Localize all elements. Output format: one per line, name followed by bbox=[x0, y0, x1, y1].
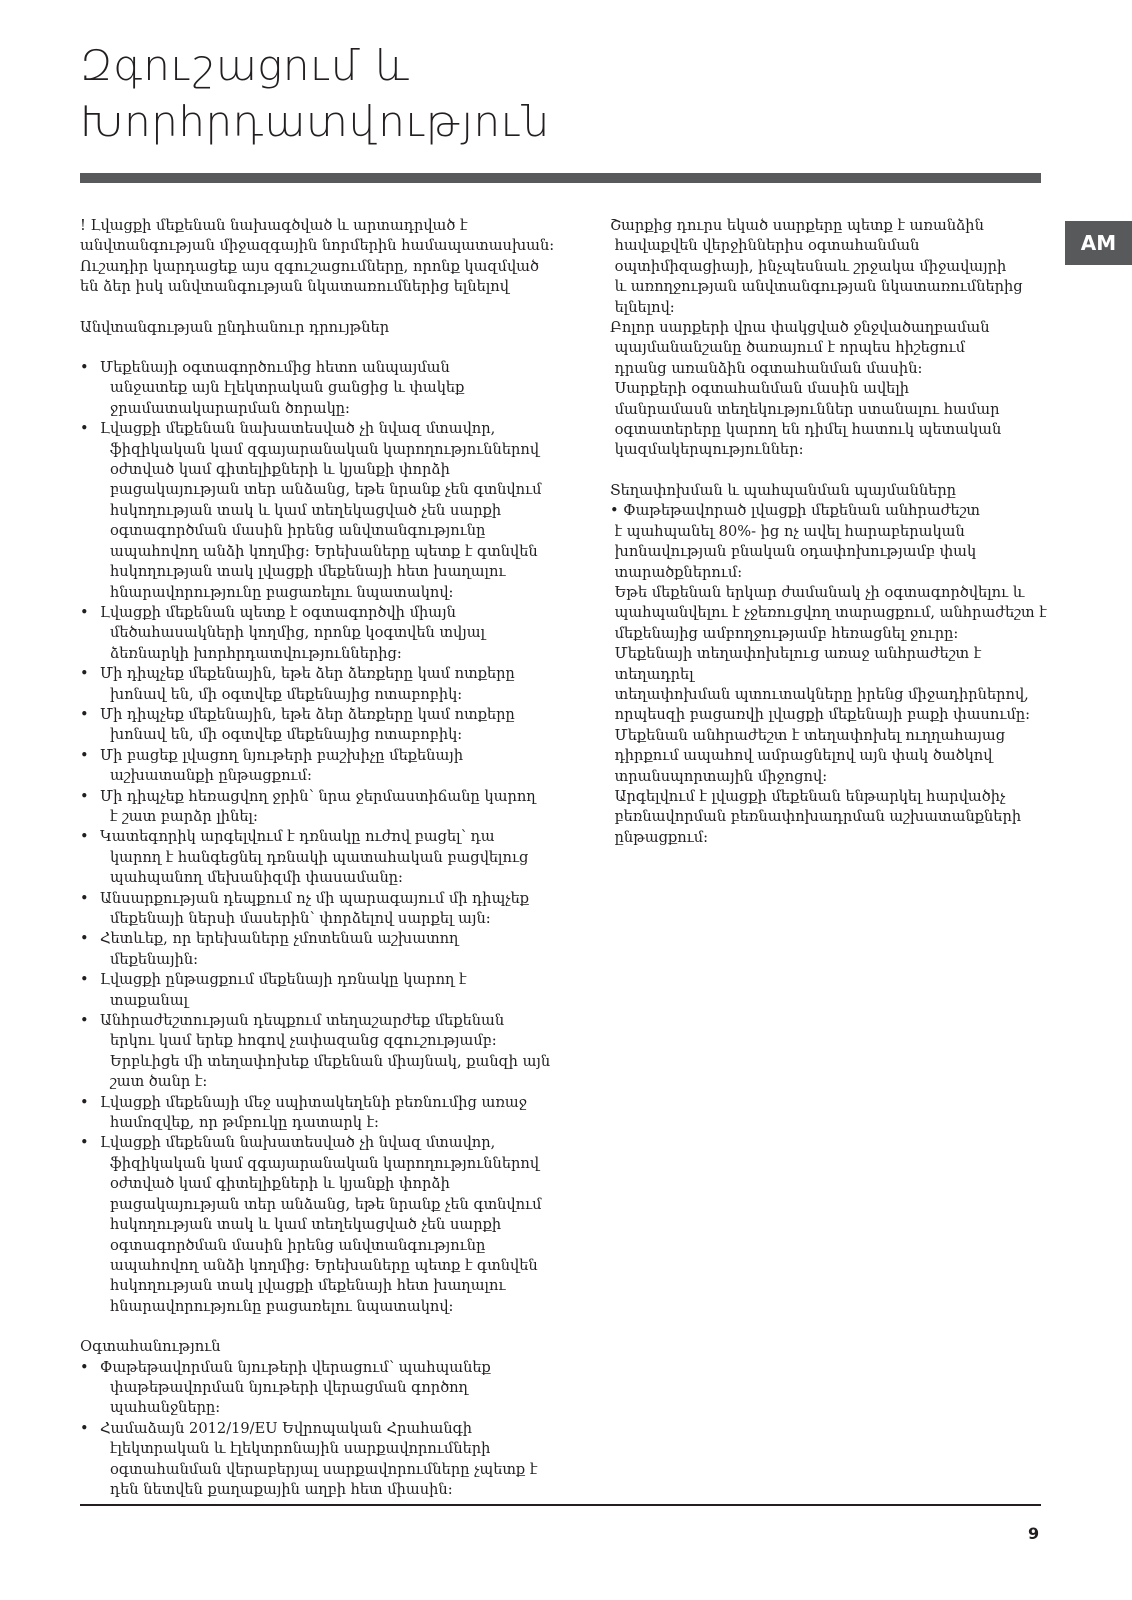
list-item bbox=[80, 889, 550, 930]
list-item bbox=[80, 664, 550, 705]
text-line: աշխատանքի ընթացքում: bbox=[110, 767, 312, 785]
text-line: անվտանգության միջազգային նորմերին համապատասխան: bbox=[80, 237, 555, 255]
text-line: դիրքում ապահով ամրացնելով այն փակ ծածկով bbox=[610, 747, 993, 765]
intro-paragraph bbox=[80, 216, 555, 298]
text-line: մեքենային: bbox=[110, 950, 199, 968]
text-line: մանրամասն տեղեկություններ ստանալու համար bbox=[610, 400, 1000, 418]
list-item bbox=[80, 1133, 550, 1317]
title-underline-bar bbox=[80, 173, 1041, 183]
section-heading-disposal: Օգտահանություն bbox=[80, 1338, 221, 1356]
text-line: բեռնավորման բեռնափոխադրման աշխատանքների bbox=[610, 808, 1022, 826]
text-line: տեղադրել bbox=[610, 665, 694, 683]
text-line: • Փաթեթավորման նյութերի վերացում՝ պահպանեք bbox=[100, 1358, 491, 1376]
text-line: Մեքենայի տեղափոխելուց առաջ անհրաժեշտ է bbox=[610, 645, 982, 663]
text-line: ! Լվացքի մեքենան նախագծված և արտադրված է bbox=[80, 217, 468, 234]
text-line: մեքենայի ներսի մասերին՝ փորձելով սարքել այն: bbox=[110, 910, 491, 927]
text-line: ելնելով: bbox=[610, 298, 675, 316]
text-line: • Համաձայն 2012/19/EU Եվրոպական Հրահանգի bbox=[100, 1419, 473, 1437]
list-item bbox=[80, 1419, 550, 1501]
text-line: հսկողության տակ լվացքի մեքենայի հետ խաղալու bbox=[110, 563, 506, 581]
text-line: և առողջության անվտանգության նկատառումներից bbox=[610, 278, 1023, 296]
text-line: Շարքից դուրս եկած սարքերը պետք է առանձին bbox=[610, 217, 984, 234]
list-item bbox=[80, 929, 550, 970]
page-title-line-2: Խորհրդատվություն bbox=[80, 97, 550, 146]
text-line: հսկողության տակ և կամ տեղեկացված չեն սարքի bbox=[110, 1216, 502, 1234]
text-line: համոզվեք, որ թմբուկը դատարկ է: bbox=[110, 1114, 379, 1132]
page-title bbox=[80, 38, 980, 150]
text-line: • Մեքենայի օգտագործումից հետո անպայման bbox=[100, 359, 450, 377]
list-item bbox=[80, 419, 550, 603]
text-line: հնարավորությունը բացառելու նպատակով: bbox=[110, 583, 454, 601]
text-line: խոնավության բնական օդափոխությամբ փակ bbox=[610, 543, 977, 561]
text-line: տաքանալ bbox=[110, 991, 189, 1009]
text-line: կարող է հանգեցնել դռնակի պատահական բացվելուց bbox=[110, 848, 529, 866]
list-item bbox=[80, 705, 550, 746]
text-line: Մեքենան անհրաժեշտ է տեղափոխել ուղղահայաց bbox=[610, 726, 1006, 744]
left-column bbox=[80, 216, 555, 1500]
text-line: Երբևիցե մի տեղափոխեք մեքենան միայնակ, քանզի այն bbox=[110, 1052, 551, 1070]
text-line: տեղափոխման պտուտակները իրենց միջադիրներով, bbox=[610, 685, 1029, 703]
text-line: դեն նետվեն քաղաքային աղբի հետ միասին: bbox=[110, 1480, 453, 1498]
text-line: են ձեր իսկ անվտանգության նկատառումներից ելնելով bbox=[80, 278, 509, 296]
text-line: • Կատեգորիկ արգելվում է դռնակը ուժով բացել՝ դա bbox=[100, 828, 495, 846]
text-line: է պահպանել 80%- ից ոչ ավել հարաբերական bbox=[610, 522, 965, 540]
text-line: օգտահանման վերաբերյալ սարքավորումները չպետք է bbox=[110, 1460, 538, 1478]
list-item bbox=[80, 1093, 550, 1134]
text-line: • Լվացքի ընթացքում մեքենայի դռնակը կարող է bbox=[100, 971, 467, 989]
text-line: օպտիմիզացիայի, ինչպեսնաև շրջակա միջավայրի bbox=[610, 257, 1007, 275]
text-line: օգտագործման մասին իրենց անվտանգությունը bbox=[110, 522, 486, 540]
text-line: որպեսզի բացառվի լվացքի մեքենայի բաքի փասումը: bbox=[610, 706, 1031, 724]
text-line: պահպանվելու է չջեռուցվող տարացքում, անհրաժեշտ է bbox=[610, 604, 1047, 622]
text-line: • Մի բացեք լվացող նյութերի բաշխիչը մեքենայի bbox=[100, 746, 464, 764]
text-line: • Լվացքի մեքենան նախատեսված չի նվազ մտավոր, bbox=[100, 1134, 496, 1152]
text-line: բացակայության տեր անձանց, եթե նրանք չեն գտնվում bbox=[110, 1195, 542, 1213]
text-line: երկու կամ երեք հոգով չափազանց զգուշությամբ: bbox=[110, 1032, 497, 1050]
section-heading-general-safety: Անվտանգության ընդհանուր դրույթներ bbox=[80, 318, 390, 336]
text-line: • Լվացքի մեքենան պետք է օգտագործվի միայն bbox=[100, 603, 456, 621]
text-line: կազմակերպություններ: bbox=[610, 441, 804, 459]
text-line: փաթեթավորման նյութերի վերացման գործող bbox=[110, 1378, 468, 1396]
text-line: պայմանանշանը ծառայում է որպես հիշեցում bbox=[610, 339, 966, 357]
list-item bbox=[80, 1358, 550, 1419]
text-line: դրանց առանձին օգտահանման մասին: bbox=[610, 359, 923, 377]
text-line: մեծահասակների կողմից, որոնք կօգտվեն տվյալ bbox=[110, 624, 486, 642]
text-line: օգտագործման մասին իրենց անվտանգությունը bbox=[110, 1236, 486, 1254]
text-line: խոնավ են, մի օգտվեք մեքենայից ոտաբոբիկ: bbox=[110, 726, 463, 744]
text-line: ֆիզիկական կամ զգայարանական կարողություններով bbox=[110, 1154, 540, 1172]
footer-rule bbox=[80, 1504, 1041, 1506]
page-title-line-1: Զգուշացում և bbox=[80, 41, 411, 90]
text-line: Բոլոր սարքերի վրա փակցված ջնջվածաղբաման bbox=[610, 319, 990, 337]
text-line: հավաքվեն վերջիններիս օգտահանման bbox=[610, 237, 920, 255]
text-line: էլեկտրական և էլեկտրոնային սարքավորումների bbox=[110, 1440, 491, 1458]
list-item bbox=[80, 1011, 550, 1093]
text-line: • Լվացքի մեքենայի մեջ սպիտակեղենի բեռնումից առաջ bbox=[100, 1093, 527, 1111]
text-line: տրանսպորտային միջոցով: bbox=[610, 767, 828, 785]
text-line: օժտված կամ գիտելիքների և կյանքի փորձի bbox=[110, 461, 450, 479]
list-item bbox=[80, 358, 550, 419]
text-line: բացակայության տեր անձանց, եթե նրանք չեն գտնվում bbox=[110, 481, 542, 499]
text-line: • Մի դիպչեք մեքենային, եթե ձեր ձեռքերը կամ ոտքերը bbox=[100, 665, 515, 683]
text-line: ապահովող անձի կողմից: Երեխաները պետք է գտնվեն bbox=[110, 1256, 538, 1274]
storage-paragraph bbox=[610, 501, 1050, 848]
text-line: • Մի դիպչեք հեռացվող ջրին՝ նրա ջերմաստիճանը կարող bbox=[100, 787, 536, 805]
text-line: ֆիզիկական կամ զգայարանական կարողություններով bbox=[110, 440, 540, 458]
list-item bbox=[80, 746, 550, 787]
disposal-list bbox=[80, 1358, 550, 1501]
text-line: • Հետևեք, որ երեխաները չմոտենան աշխատող bbox=[100, 930, 459, 948]
text-line: հնարավորությունը բացառելու նպատակով: bbox=[110, 1297, 454, 1315]
text-line: մեքենայից ամբողջությամբ հեռացնել ջուրը: bbox=[610, 624, 959, 642]
language-tab: AM bbox=[1065, 221, 1132, 265]
text-line: Սարքերի օգտահանման մասին ավելի bbox=[610, 380, 910, 398]
text-line: • Անհրաժեշտության դեպքում տեղաշարժեք մեքենան bbox=[100, 1012, 505, 1030]
text-line: անջատեք այն էլեկտրական ցանցից և փակեք bbox=[110, 379, 465, 397]
list-item bbox=[80, 970, 550, 1011]
section-heading-storage: Տեղափոխման և պահպանման պայմանները bbox=[610, 481, 957, 499]
general-safety-list bbox=[80, 358, 550, 1317]
text-line: խոնավ են, մի օգտվեք մեքենայից ոտաբոբիկ: bbox=[110, 685, 463, 703]
text-line: • Մի դիպչեք մեքենային, եթե ձեր ձեռքերը կամ ոտքերը bbox=[100, 705, 515, 723]
text-line: ձեռնարկի խորհրդատվություններից: bbox=[110, 644, 402, 662]
text-line: տարածքներում: bbox=[610, 563, 743, 581]
text-line: օգտատերերը կարող են դիմել հատուկ պետական bbox=[610, 421, 1002, 439]
text-line: օժտված կամ գիտելիքների և կյանքի փորձի bbox=[110, 1175, 450, 1193]
text-line: շատ ծանր է: bbox=[110, 1073, 208, 1091]
text-line: • Լվացքի մեքենան նախատեսված չի նվազ մտավոր, bbox=[100, 420, 496, 438]
text-line: • Փաթեթավորած լվացքի մեքենան անհրաժեշտ bbox=[610, 502, 981, 520]
text-line: ընթացքում: bbox=[610, 828, 709, 846]
text-line: ջրամատակարարման ծորակը: bbox=[110, 399, 350, 417]
text-line: պահանջները: bbox=[110, 1399, 221, 1417]
right-column bbox=[610, 216, 1050, 848]
text-line: հսկողության տակ լվացքի մեքենայի հետ խաղալու bbox=[110, 1277, 506, 1295]
list-item bbox=[80, 827, 550, 888]
text-line: Ուշադիր կարդացեք այս զգուշացումները, որոնք կազմված bbox=[80, 257, 539, 275]
text-line: • Անսարքության դեպքում ոչ մի պարագայում մի դիպչեք bbox=[100, 889, 530, 907]
text-line: Արգելվում է լվացքի մեքենան ենթարկել հարվածիչ bbox=[610, 787, 1006, 805]
text-line: պահպանող մեխանիզմի փասամանը: bbox=[110, 869, 403, 887]
list-item bbox=[80, 787, 550, 828]
list-item bbox=[80, 603, 550, 664]
disposal-continued-paragraph bbox=[610, 216, 1050, 461]
text-line: հսկողության տակ և կամ տեղեկացված չեն սարքի bbox=[110, 501, 502, 519]
text-line: Եթե մեքենան երկար ժամանակ չի օգտագործվելու և bbox=[610, 583, 1025, 601]
text-line: ապահովող անձի կողմից: Երեխաները պետք է գտնվեն bbox=[110, 542, 538, 560]
page-number: 9 bbox=[1028, 1524, 1040, 1543]
text-line: է շատ բարձր լինել: bbox=[110, 807, 258, 825]
